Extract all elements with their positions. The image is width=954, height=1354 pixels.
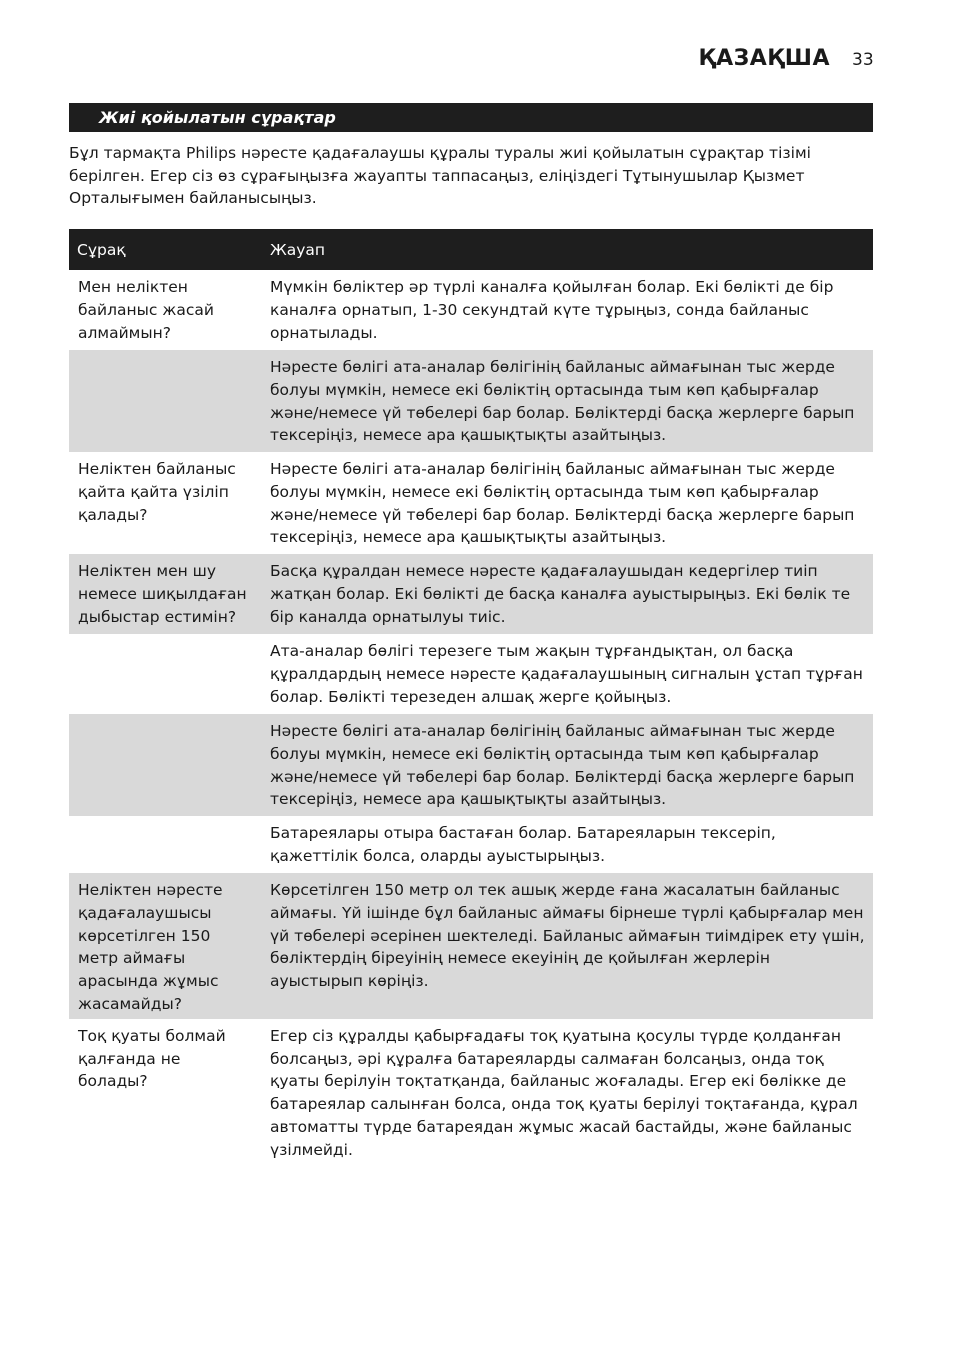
- table-row: [69, 873, 873, 1019]
- question-cell: [69, 634, 262, 714]
- table-row: [69, 452, 873, 554]
- table-row: [69, 816, 873, 873]
- answer-cell: Мүмкін бөліктер әр түрлі каналға қойылған болар. Екі бөлікті де бір каналға орнатып, 1-30 секундтай күте тұрыңыз, сонда байланыс орнатылады.: [270, 278, 834, 342]
- answer-cell: Нәресте бөлігі ата-аналар бөлігінің байланыс аймағынан тыс жерде болуы мүмкін, немесе екі бөліктің ортасында тым көп қабырғалар және/немесе үй төбелері бар болар. Бөліктерді басқа жерлерге барып тексеріңіз, немесе ара қашықтықты азайтыңыз.: [262, 714, 873, 816]
- question-cell: Мен неліктен байланыс жасай алмаймын?: [78, 278, 214, 342]
- column-header-answer: Жауап: [262, 229, 873, 270]
- answer-cell: Басқа құралдан немесе нәресте қадағалаушыдан кедергілер тиіп жатқан болар. Екі бөлікті де басқа каналға ауыстырыңыз. Екі бөлік те бір каналда орнатылуы тиіс.: [262, 554, 873, 634]
- answer-cell: Батареялары отыра бастаған болар. Батареяларын тексеріп, қажеттілік болса, оларды ауыстырыңыз.: [270, 824, 776, 865]
- answer-cell: Нәресте бөлігі ата-аналар бөлігінің байланыс аймағынан тыс жерде болуы мүмкін, немесе екі бөліктің ортасында тым көп қабырғалар және/немесе үй төбелері бар болар. Бөліктерді басқа жерлерге барып тексеріңіз, немесе ара қашықтықты азайтыңыз.: [270, 460, 855, 547]
- column-header-question: Сұрақ: [69, 229, 262, 270]
- question-cell: [69, 350, 262, 452]
- question-cell: Неліктен мен шу немесе шиқылдаған дыбыстар естимін?: [69, 554, 262, 634]
- table-row: [69, 554, 873, 634]
- intro-paragraph: Бұл тармақта Philips нәресте қадағалаушы құралы туралы жиі қойылатын сұрақтар тізімі берілген. Егер сіз өз сұрағыңызға жауапты таппасаңыз, еліңіздегі Тұтынушылар Қызмет Орталығымен байланысыңыз.: [69, 144, 811, 207]
- table-row: [69, 350, 873, 452]
- table-row: [69, 714, 873, 816]
- table-row: [69, 270, 873, 350]
- section-title: Жиі қойылатын сұрақтар: [99, 108, 336, 127]
- answer-cell: Ата-аналар бөлігі терезеге тым жақын тұрғандықтан, ол басқа құралдардың немесе нәресте қадағалаушының сигналын ұстап тұрған болар. Бөлікті терезеден алшақ жерге қойыңыз.: [270, 642, 863, 706]
- section-title-bar: [69, 103, 873, 132]
- answer-cell: Нәресте бөлігі ата-аналар бөлігінің байланыс аймағынан тыс жерде болуы мүмкін, немесе екі бөліктің ортасында тым көп қабырғалар және/немесе үй төбелері бар болар. Бөліктерді басқа жерлерге барып тексеріңіз, немесе ара қашықтықты азайтыңыз.: [262, 350, 873, 452]
- question-cell: Неліктен нәресте қадағалаушысы көрсетілген 150 метр аймағы арасында жұмыс жасамайды?: [69, 873, 262, 1019]
- question-cell: [69, 816, 262, 873]
- answer-cell: Егер сіз құралды қабырғадағы тоқ қуатына қосулы түрде қолданған болсаңыз, әрі құралға батареяларды салмаған болсаңыз, онда тоқ қуаты берілуін тоқтатқанда, байланыс жоғалады. Егер екі бөлікке де батареялар салынған болса, онда тоқ қуаты берілуі тоқтағанда, құрал автоматты түрде батареядан жұмыс жасай бастайды, және байланыс үзілмейді.: [270, 1026, 858, 1159]
- question-cell: [69, 714, 262, 816]
- faq-table-header: [69, 229, 873, 270]
- faq-table: [69, 229, 873, 1167]
- table-row: [69, 634, 873, 714]
- question-cell: Неліктен байланыс қайта қайта үзіліп қалады?: [78, 460, 236, 524]
- table-row: [69, 1019, 873, 1167]
- answer-cell: Көрсетілген 150 метр ол тек ашық жерде ғана жасалатын байланыс аймағы. Үй ішінде бұл байланыс аймағы бірнеше түрлі қабырғалар мен үй төбелері әсерінен шектеледі. Байланыс аймағын тиімдірек ету үшін, бөліктердің біреуінің немесе екеуінің де қойылған жерлерін ауыстырып көріңіз.: [262, 873, 873, 1019]
- page-header-language: ҚАЗАҚША: [698, 46, 830, 71]
- question-cell: Тоқ қуаты болмай қалғанда не болады?: [78, 1026, 226, 1091]
- page-number: 33: [852, 50, 874, 70]
